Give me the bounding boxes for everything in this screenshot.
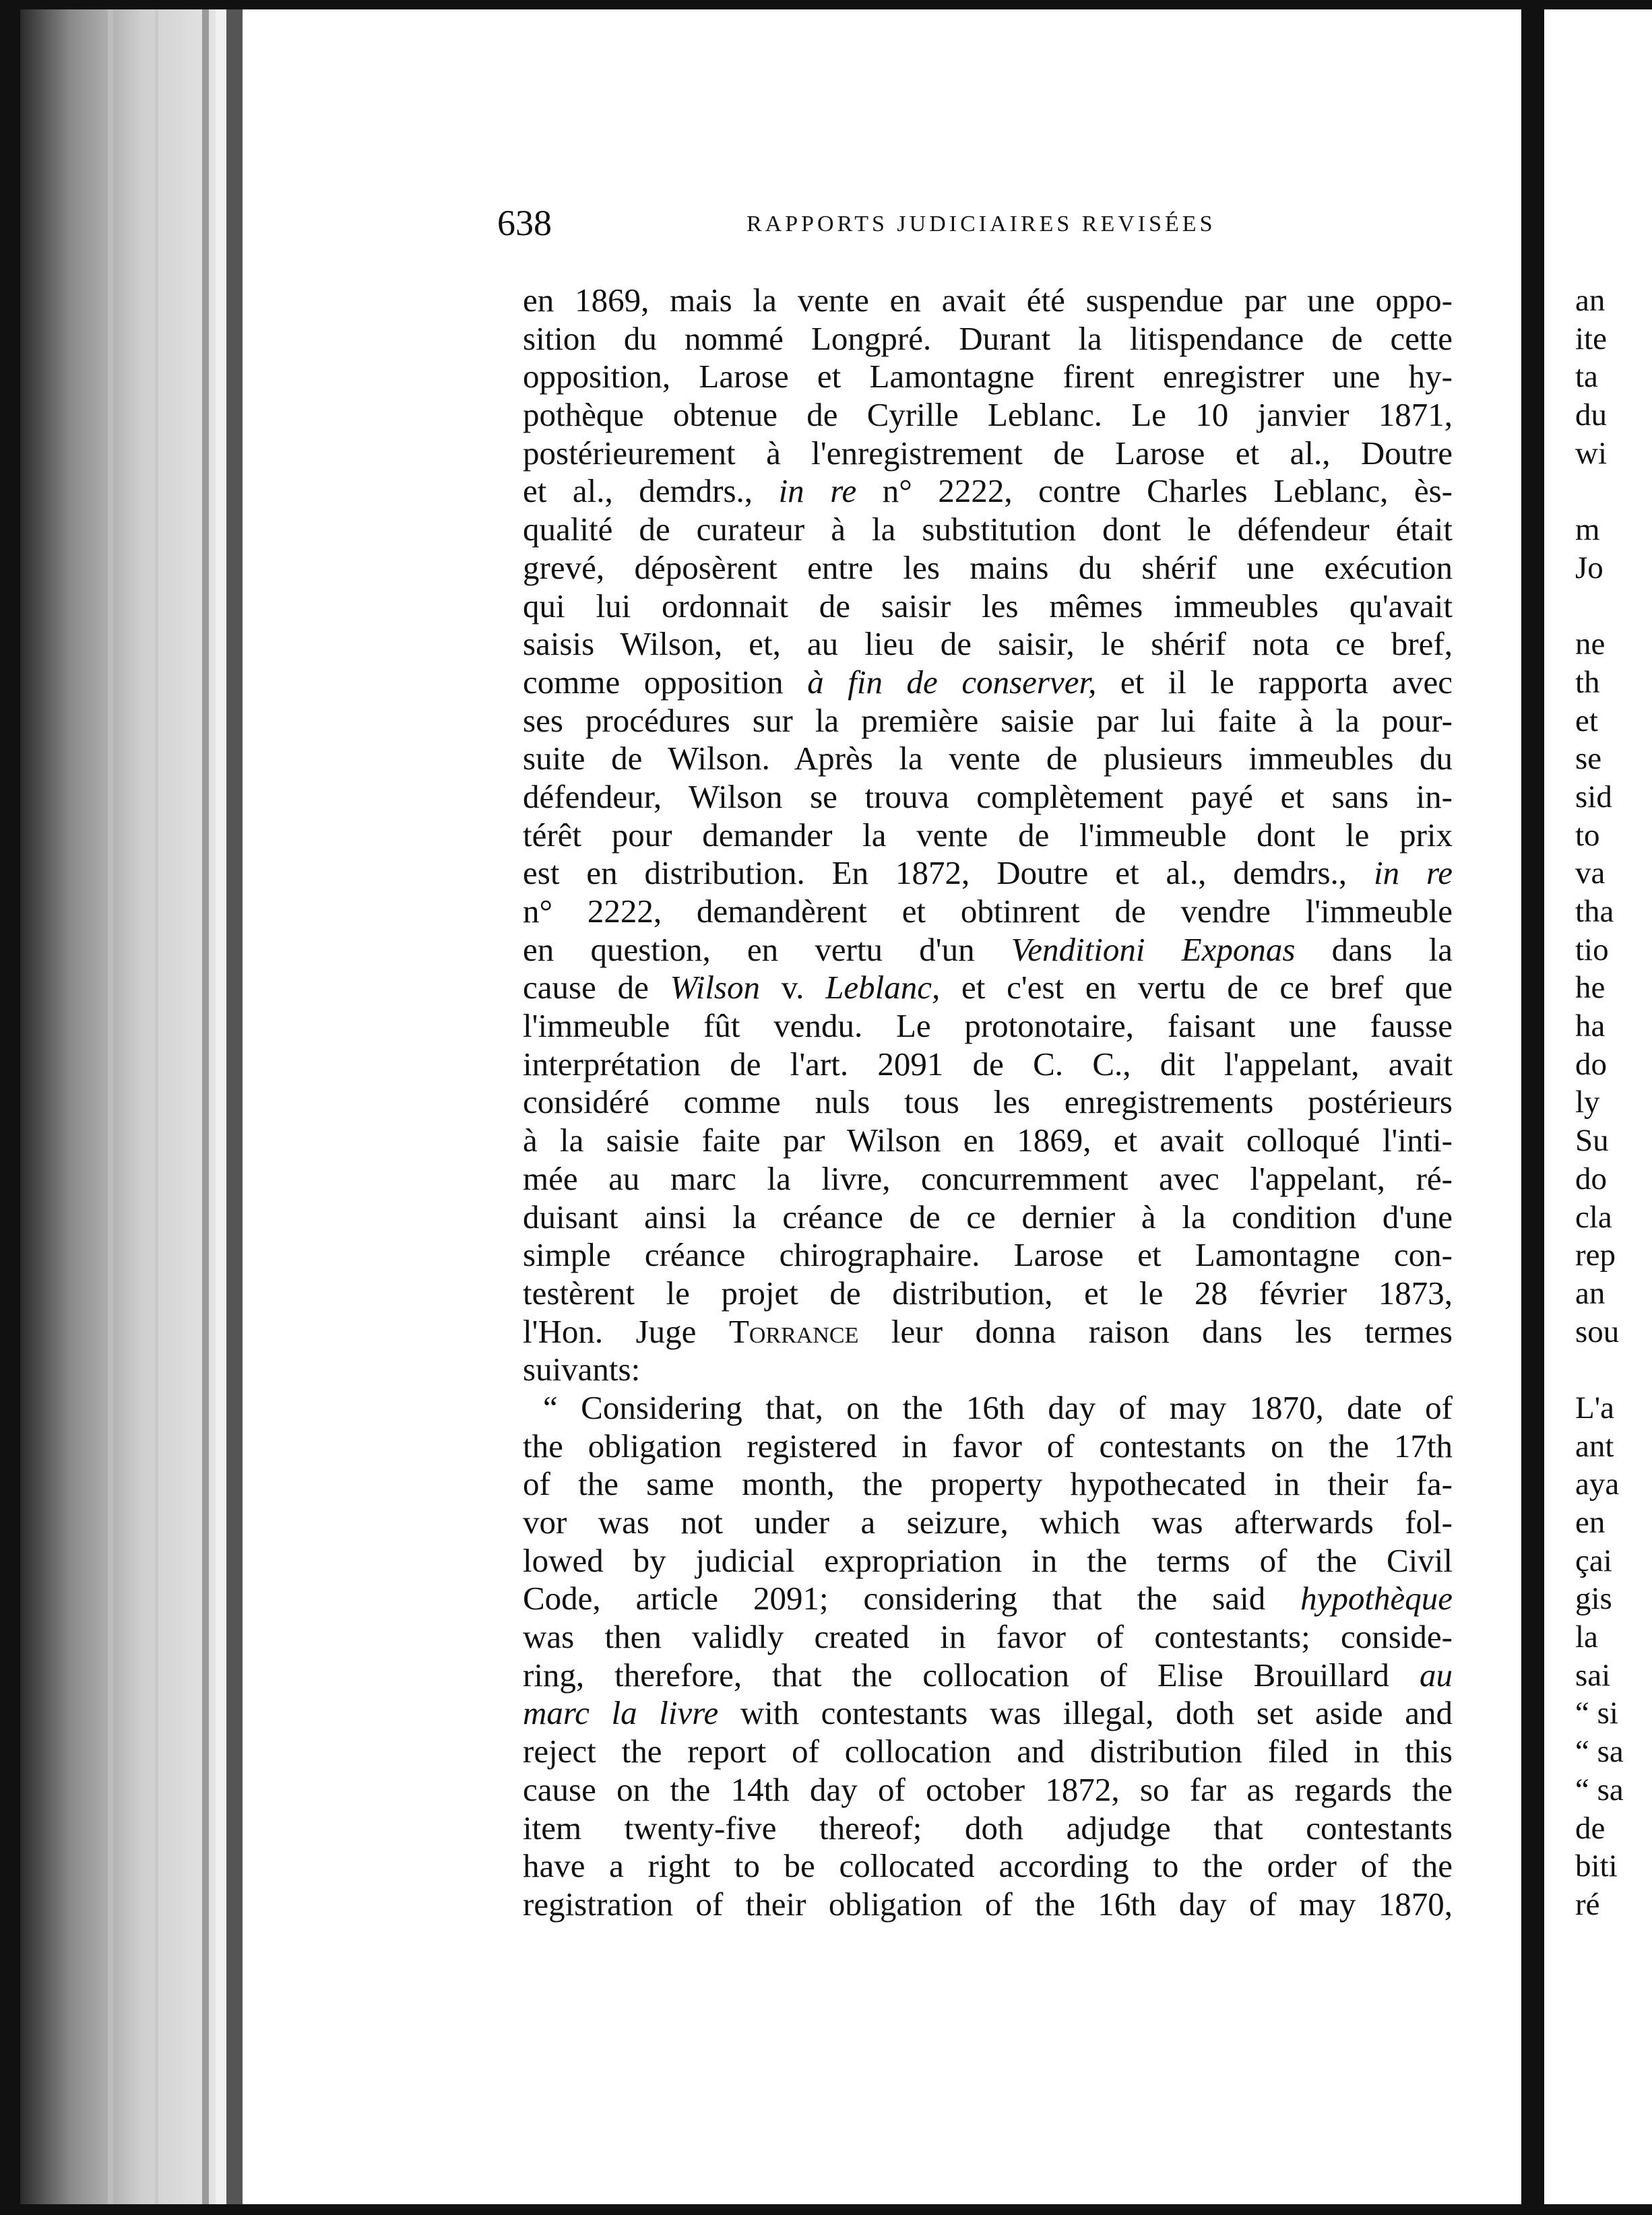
text-span: et il le rapporta avec [1096, 663, 1453, 701]
facing-page-fragment: çai [1575, 1543, 1612, 1578]
facing-page-fragment: he [1575, 970, 1606, 1006]
text-line [523, 511, 1453, 549]
facing-page-fragment: la [1575, 1619, 1598, 1655]
text-span: l'immeuble fût vendu. Le protonotaire, faisant une fausse [523, 1007, 1453, 1045]
italic-text: hypothèque [1300, 1580, 1453, 1617]
facing-page-fragment: Su [1575, 1123, 1609, 1159]
text-line [523, 1351, 1453, 1389]
text-line [523, 549, 1453, 587]
italic-text: in re [1373, 854, 1453, 892]
facing-page-fragment: ré [1575, 1886, 1600, 1922]
text-line [523, 1542, 1453, 1580]
text-span: saisis Wilson, et, au lieu de saisir, le shérif nota ce bref, [523, 625, 1453, 663]
text-span: leur donna raison dans les termes [858, 1312, 1453, 1350]
text-line [523, 969, 1453, 1007]
text-span: l'Hon. Juge [523, 1312, 729, 1350]
running-head [0, 202, 1652, 256]
facing-page-fragment: th [1575, 664, 1600, 700]
text-line [523, 396, 1453, 435]
text-span: vor was not under a seizure, which was afterwards fol- [523, 1504, 1453, 1541]
text-line [523, 1046, 1453, 1084]
small-caps-name: Torrance [728, 1312, 859, 1350]
text-span: n° 2222, demandèrent et obtinrent de vendre l'immeuble [523, 893, 1453, 930]
text-span: qualité de curateur à la substitution dont le défendeur était [523, 511, 1453, 548]
facing-page-fragment: an [1575, 1275, 1606, 1311]
text-line [523, 740, 1453, 778]
text-span: the obligation registered in favor of contestants on the 17th [523, 1427, 1453, 1465]
text-line [523, 358, 1453, 396]
facing-page-fragment [1575, 1351, 1652, 1389]
text-span: dans la [1295, 930, 1453, 968]
text-span: suite de Wilson. Après la vente de plusieurs immeubles du [523, 740, 1453, 777]
facing-page-fragment: se [1575, 741, 1602, 777]
text-line [523, 931, 1453, 969]
text-span: interprétation de l'art. 2091 de C. C., dit l'appelant, avait [523, 1045, 1453, 1083]
text-span: duisant ainsi la créance de ce dernier à la condition d'une [523, 1198, 1453, 1235]
facing-page-fragment: do [1575, 1161, 1607, 1196]
italic-text: à fin de conserver, [807, 663, 1097, 701]
text-span: with contestants was illegal, doth set aside and [718, 1694, 1453, 1732]
italic-text: in re [778, 472, 857, 510]
facing-page-fragment: L'a [1575, 1390, 1615, 1425]
text-line [523, 282, 1453, 320]
text-line [523, 1465, 1453, 1504]
text-span: cause on the 14th day of october 1872, so far as regards the [523, 1770, 1453, 1808]
text-span: est en distribution. En 1872, Doutre et al., demdrs., [523, 854, 1374, 892]
text-line [523, 1389, 1453, 1427]
text-span: postérieurement à l'enregistrement de Larose et al., Doutre [523, 434, 1453, 472]
text-line [523, 1427, 1453, 1466]
text-span: suivants: [523, 1351, 641, 1388]
facing-page-fragment: et [1575, 703, 1598, 738]
facing-page-fragment: ant [1575, 1428, 1614, 1464]
running-title: RAPPORTS JUDICIAIRES REVISÉES [746, 212, 1216, 236]
facing-page-fragment: tio [1575, 932, 1609, 967]
text-span: sition du nommé Longpré. Durant la litispendance de cette [523, 319, 1453, 357]
text-line [523, 1007, 1453, 1046]
italic-text: Venditioni Exponas [1011, 930, 1296, 968]
facing-page-fragment: an [1575, 283, 1606, 318]
text-line [523, 472, 1453, 511]
facing-page-fragment: Jo [1575, 550, 1603, 585]
facing-page-fragment: do [1575, 1046, 1607, 1082]
text-span: opposition, Larose et Lamontagne firent enregistrer une hy- [523, 358, 1453, 395]
facing-page-fragment: gis [1575, 1581, 1612, 1617]
text-span: cause de [523, 969, 670, 1006]
facing-page-fragment: “ sa [1575, 1772, 1624, 1807]
text-line [523, 1847, 1453, 1886]
text-line [523, 1083, 1453, 1122]
facing-page-fragment: tha [1575, 894, 1614, 929]
text-line [523, 854, 1453, 893]
body-text [523, 282, 1453, 1924]
facing-page-fragment: sai [1575, 1657, 1611, 1693]
text-line [523, 1198, 1453, 1237]
italic-text: marc la livre [523, 1694, 719, 1732]
text-span: à la saisie faite par Wilson en 1869, et avait colloqué l'inti- [523, 1122, 1453, 1159]
text-span: considéré comme nuls tous les enregistrements postérieurs [523, 1083, 1453, 1121]
text-line [523, 778, 1453, 816]
facing-page-fragment: rep [1575, 1238, 1616, 1273]
text-span: testèrent le projet de distribution, et le 28 février 1873, [523, 1274, 1453, 1312]
text-span: térêt pour demander la vente de l'immeuble dont le prix [523, 816, 1453, 854]
facing-page-fragment: sou [1575, 1314, 1620, 1349]
facing-page-fragment: ta [1575, 359, 1598, 395]
text-span: reject the report of collocation and distribution filed in this [523, 1733, 1453, 1770]
facing-page-fragment: va [1575, 856, 1606, 891]
facing-page-fragment: biti [1575, 1849, 1618, 1884]
facing-page-fragment: m [1575, 512, 1600, 548]
text-span: qui lui ordonnait de saisir les mêmes immeubles qu'avait [523, 587, 1453, 624]
text-line [523, 1886, 1453, 1924]
text-span: ses procédures sur la première saisie par lui faite à la pour- [523, 701, 1453, 739]
text-span: simple créance chirographaire. Larose et Lamontagne con- [523, 1236, 1453, 1274]
text-line [523, 1160, 1453, 1198]
text-span: item twenty-five thereof; doth adjudge that contestants [523, 1809, 1453, 1847]
text-span: v. [760, 969, 826, 1006]
text-span: comme opposition [523, 663, 808, 701]
text-line [523, 1733, 1453, 1771]
text-line [523, 587, 1453, 626]
text-line [523, 816, 1453, 855]
facing-page-fragment: en [1575, 1505, 1606, 1540]
facing-page-fragment: “ si [1575, 1696, 1618, 1731]
text-span: défendeur, Wilson se trouva complètement payé et sans in- [523, 777, 1453, 815]
text-line [523, 320, 1453, 358]
text-span: ring, therefore, that the collocation of Elise Brouillard [523, 1656, 1420, 1694]
text-line [523, 1771, 1453, 1809]
text-span: grevé, déposèrent entre les mains du shérif une exécution [523, 548, 1453, 586]
text-line [523, 1275, 1453, 1313]
text-line [523, 435, 1453, 473]
facing-page-fragment: ha [1575, 1008, 1606, 1044]
text-line [523, 1504, 1453, 1542]
facing-page-fragment: wi [1575, 435, 1607, 471]
italic-text: Leblanc, [825, 969, 941, 1006]
facing-page-fragment: aya [1575, 1467, 1620, 1502]
text-line [523, 1313, 1453, 1351]
italic-text: au [1420, 1656, 1453, 1694]
facing-page-fragment: to [1575, 817, 1600, 853]
page-number: 638 [497, 203, 552, 243]
text-line [523, 625, 1453, 664]
facing-page-fragment [1575, 472, 1652, 511]
text-line [523, 1236, 1453, 1275]
text-span: en question, en vertu d'un [523, 930, 1011, 968]
text-span: pothèque obtenue de Cyrille Leblanc. Le 10 janvier 1871, [523, 396, 1453, 434]
facing-page-fragment [1575, 587, 1652, 626]
text-span: mée au marc la livre, concurremment avec l'appelant, ré- [523, 1159, 1453, 1197]
facing-page-fragment: ly [1575, 1085, 1600, 1120]
text-line [523, 1580, 1453, 1618]
text-span: of the same month, the property hypothecated in their fa- [523, 1465, 1453, 1503]
text-line [523, 702, 1453, 740]
text-span: et c'est en vertu de ce bref que [940, 969, 1453, 1006]
facing-page-fragments [1575, 282, 1652, 1924]
text-line [523, 1694, 1453, 1733]
text-span: “ Considering that, on the 16th day of may 1870, date of [543, 1388, 1453, 1426]
facing-page-fragment: de [1575, 1810, 1606, 1846]
facing-page-fragment: ite [1575, 321, 1607, 356]
text-span: registration of their obligation of the 16th day of may 1870, [523, 1885, 1453, 1923]
text-line [523, 893, 1453, 931]
facing-page-fragment: ne [1575, 627, 1606, 662]
text-line [523, 1122, 1453, 1160]
facing-page-fragment: “ sa [1575, 1734, 1624, 1770]
text-span: en 1869, mais la vente en avait été suspendue par une oppo- [523, 282, 1453, 319]
text-line [523, 1809, 1453, 1848]
text-line [523, 664, 1453, 702]
text-span: was then validly created in favor of contestants; conside- [523, 1618, 1453, 1656]
facing-page-fragment: sid [1575, 779, 1612, 814]
italic-text: Wilson [670, 969, 761, 1006]
facing-page-fragment: cla [1575, 1199, 1612, 1235]
text-line [523, 1618, 1453, 1657]
text-line [523, 1657, 1453, 1695]
facing-page-fragment: du [1575, 397, 1607, 433]
text-span: et al., demdrs., [523, 472, 779, 510]
text-span: lowed by judicial expropriation in the terms of the Civil [523, 1541, 1453, 1579]
text-span: have a right to be collocated according to the order of the [523, 1847, 1453, 1885]
text-span: n° 2222, contre Charles Leblanc, ès- [856, 472, 1453, 510]
text-span: Code, article 2091; considering that the said [523, 1580, 1301, 1617]
